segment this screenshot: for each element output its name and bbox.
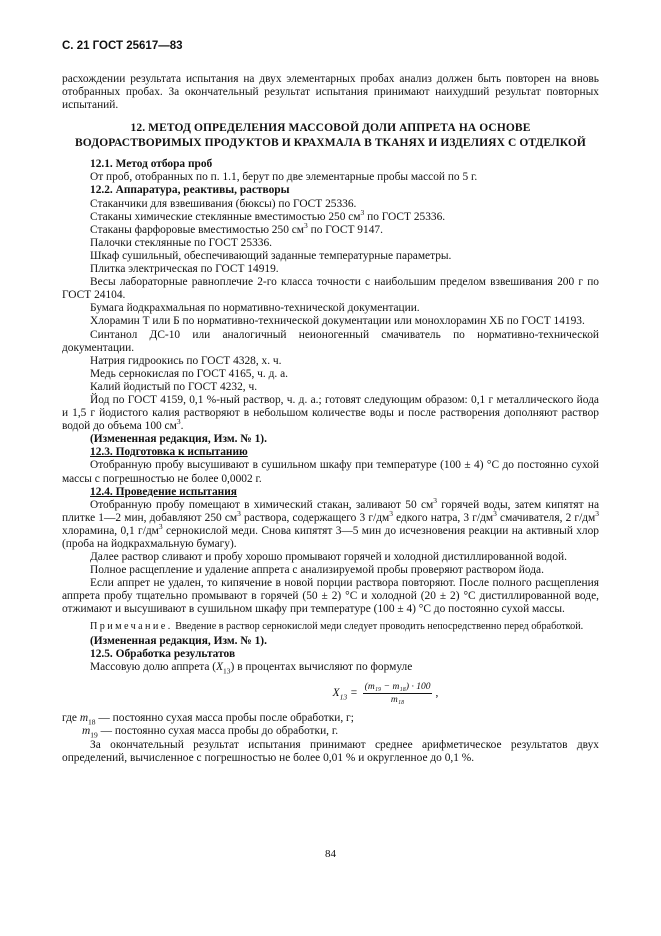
- formula: [172, 678, 599, 708]
- section-title-line: ВОДОРАСТВОРИМЫХ ПРОДУКТОВ И КРАХМАЛА В ТКАНЯХ И ИЗДЕЛИЯХ С ОТДЕЛКОЙ: [75, 136, 586, 149]
- subsection-title: 12.3. Подготовка к испытанию: [90, 446, 248, 459]
- paragraph: От проб, отобранных по п. 1.1, берут по две элементарные пробы массой по 5 г.: [90, 171, 478, 184]
- variable-definition: $m_{19}$ — постоянно сухая масса пробы до обработки, г.: [82, 725, 339, 740]
- paragraph: Отобранную пробу помещают в химический стакан, заливают 50 $см^3$ горячей воды, затем кипятят на плитке 1—2 мин, добавляют 250 $см^3$ раствора, содержащего 3 $г/дм^3$ едкого натра, 3 $г/дм^3$ смачивателя, 2 $г/дм^3$ хлорамина, 0,1 $г/дм^3$ сернокислой меди. Снова кипятят 3—5 мин до исчезновения реакции на активный хлор (проба на йодкрахмальную бумагу).: [62, 495, 600, 550]
- list-item: Весы лабораторные равноплечие 2-го класса точности с наибольшим пределом взвешивания 200 г по ГОСТ 24104.: [62, 276, 599, 302]
- page-number: 84: [325, 848, 336, 860]
- list-item: Медь сернокислая по ГОСТ 4165, ч. д. а.: [90, 367, 288, 380]
- list-item: Плитка электрическая по ГОСТ 14919.: [90, 263, 279, 276]
- subsection-title: 12.4. Проведение испытания: [90, 485, 237, 498]
- paragraph: За окончательный результат испытания принимают среднее арифметическое результатов двух определений, вычисленное с погрешностью не более 0,01 % и округленное до 0,1 %.: [62, 738, 599, 764]
- paragraph: Полное расщепление и удаление аппрета с анализируемой пробы проверяют раствором йода.: [90, 564, 544, 577]
- list-item: Бумага йодкрахмальная по нормативно-технической документации.: [90, 302, 420, 315]
- section-title-line: 12. МЕТОД ОПРЕДЕЛЕНИЯ МАССОВОЙ ДОЛИ АППРЕТА НА ОСНОВЕ: [130, 122, 531, 135]
- subsection-title: 12.2. Аппаратура, реактивы, растворы: [90, 184, 290, 197]
- list-item: Йод по ГОСТ 4159, 0,1 %-ный раствор, ч. д. а.; готовят следующим образом: 0,1 г металлического йода и 1,5 г йодистого калия растворяют в небольшом количестве воды и после растворения дополняют раствор водой до объема 100 $см^3$.: [62, 393, 599, 433]
- list-item: Синтанол ДС-10 или аналогичный неионогенный смачиватель по нормативно-технической документации.: [62, 328, 599, 354]
- paragraph: Отобранную пробу высушивают в сушильном шкафу при температуре (100 ± 4) °С до постоянно сухой массы с погрешностью не более 0,0002 г.: [62, 459, 599, 485]
- note-label: Примечание.: [90, 620, 173, 632]
- paragraph: Далее раствор сливают и пробу хорошо промывают горячей и холодной дистиллированной водой.: [90, 551, 567, 564]
- section-title: [62, 121, 599, 150]
- amendment-note: (Измененная редакция, Изм. № 1).: [90, 433, 267, 446]
- list-item: Натрия гидроокись по ГОСТ 4328, х. ч.: [90, 354, 282, 367]
- note: Примечание. Введение в раствор сернокислой меди следует проводить непосредственно перед обработкой.: [90, 620, 584, 632]
- list-item: Стаканы химические стеклянные вместимостью 250 $см^3$ по ГОСТ 25336.: [90, 207, 446, 223]
- paragraph: Если аппрет не удален, то кипячение в новой порции раствора повторяют. После полного расщепления аппрета пробу тщательно промывают в горячей (50 ± 2) °С и холодной (20 ± 2) °С дистиллированной воде, отжимают и высушивают в сушильном шкафу при температуре (100 ± 4) °С до постоянно сухой массы.: [62, 577, 599, 616]
- document-body: [62, 73, 599, 765]
- running-header: С. 21 ГОСТ 25617—83: [62, 40, 183, 52]
- subsection-title: 12.5. Обработка результатов: [90, 648, 236, 661]
- list-item: Хлорамин Т или Б по нормативно-технической документации или монохлорамин ХБ по ГОСТ 14193.: [90, 315, 585, 328]
- amendment-note: (Измененная редакция, Изм. № 1).: [90, 635, 267, 648]
- formula-tail: ,: [435, 686, 439, 699]
- list-item: Стаканы фарфоровые вместимостью 250 $см^3$ по ГОСТ 9147.: [90, 220, 383, 236]
- list-item: Палочки стеклянные по ГОСТ 25336.: [90, 236, 272, 249]
- intro-paragraph: расхождении результата испытания на двух элементарных пробах анализ должен быть повторен на вновь отобранных пробах. За окончательный результат испытания принимают наихудший результат повторных испытаний.: [62, 73, 599, 112]
- list-item: Стаканчики для взвешивания (бюксы) по ГОСТ 25336.: [90, 197, 357, 210]
- paragraph: Массовую долю аппрета $(X_{13})$ в процентах вычисляют по формуле: [90, 661, 413, 676]
- formula-lhs: $X_{13}$ =: [332, 686, 358, 702]
- formula-fraction: [363, 681, 433, 706]
- formula-numerator: (m₁₉ − m₁₈) · 100: [364, 681, 431, 692]
- formula-denominator: m₁₈: [390, 694, 405, 705]
- subsection-title: 12.1. Метод отбора проб: [90, 158, 213, 171]
- variable-definition: где $m_{18}$ — постоянно сухая масса пробы после обработки, г;: [62, 712, 354, 727]
- list-item: Шкаф сушильный, обеспечивающий заданные температурные параметры.: [90, 249, 452, 262]
- list-item: Калий йодистый по ГОСТ 4232, ч.: [90, 380, 258, 393]
